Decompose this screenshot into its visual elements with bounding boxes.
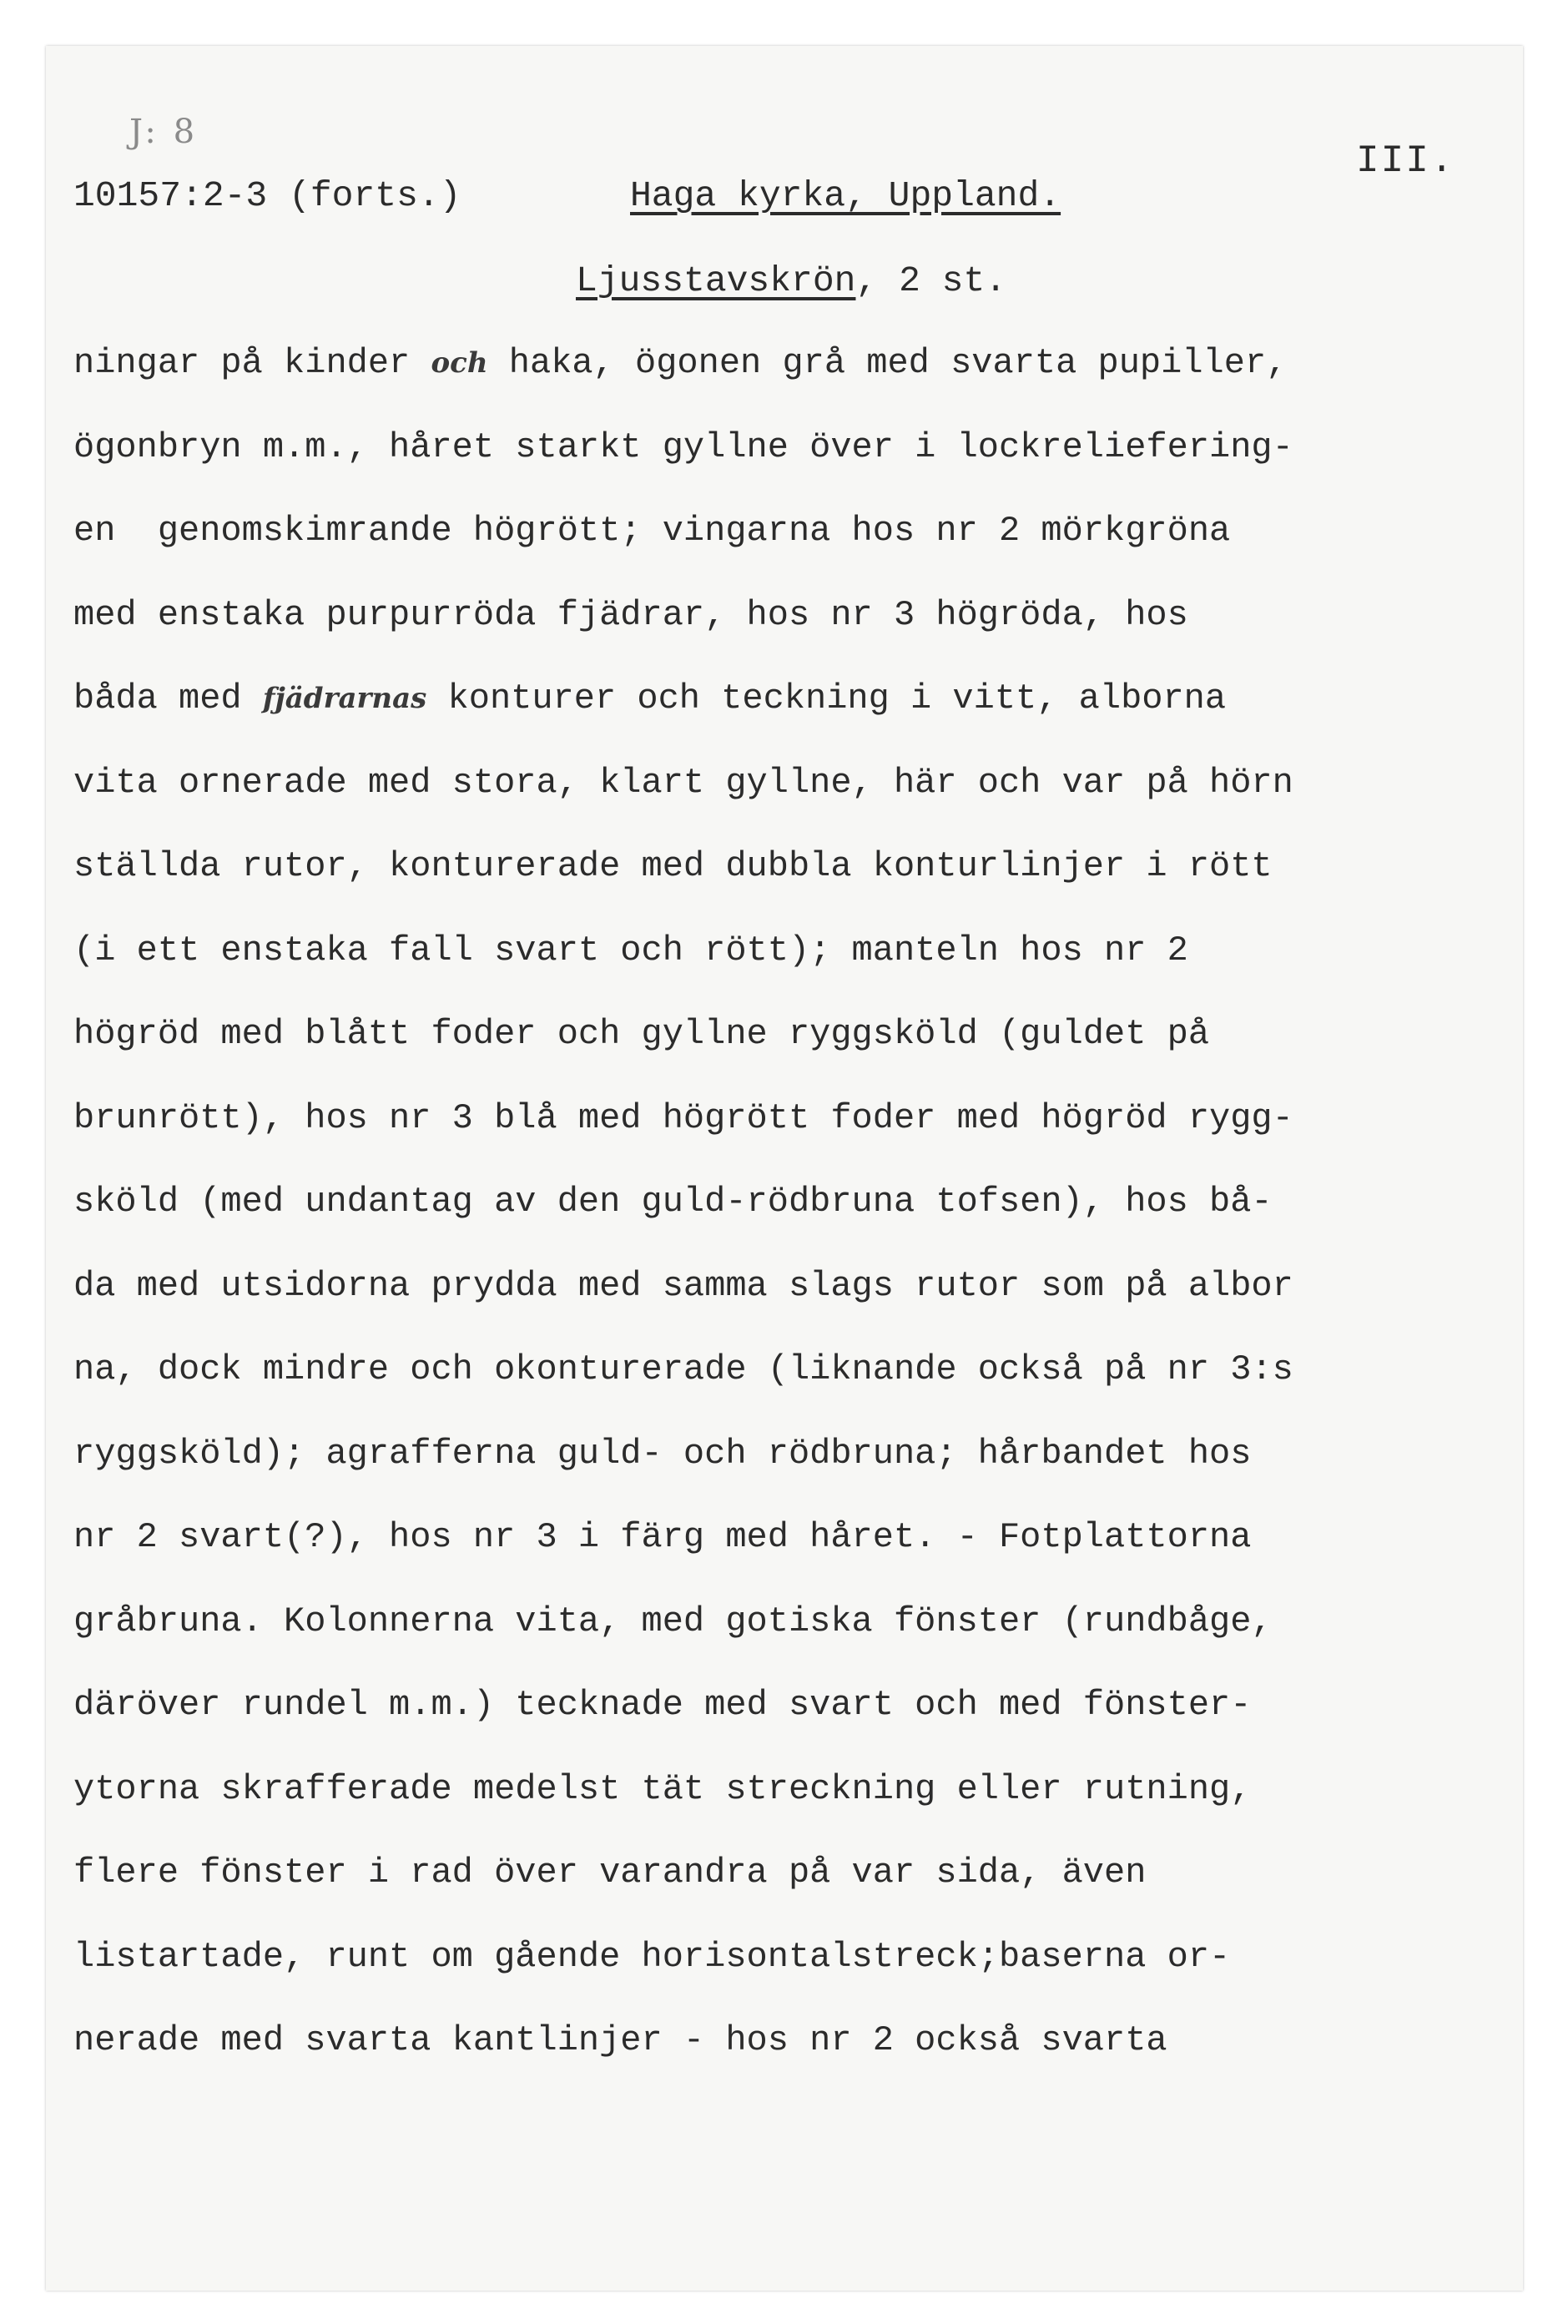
line-text: da med utsidorna prydda med samma slags rutor som på albor xyxy=(73,1265,1293,1306)
line-text: haka, ögonen grå med svarta pupiller, xyxy=(487,343,1288,383)
line-text: högröd med blått foder och gyllne ryggsköld (guldet på xyxy=(73,1014,1210,1054)
line-text: vita ornerade med stora, klart gyllne, här och var på hörn xyxy=(73,762,1293,803)
line-text: (i ett enstaka fall svart och rött); manteln hos nr 2 xyxy=(73,930,1188,970)
line-text: ytorna skrafferade medelst tät streckning eller rutning, xyxy=(73,1768,1252,1809)
text-line xyxy=(73,2015,1525,2100)
line-text: ögonbryn m.m., håret starkt gyllne över i lockreliefering- xyxy=(73,426,1293,467)
pencil-annotation: J: 8 xyxy=(129,113,199,151)
page-number: III. xyxy=(1356,139,1455,183)
text-line xyxy=(73,1261,1525,1345)
text-line xyxy=(73,1932,1525,2016)
line-text: flere fönster i rad över varandra på var sida, även xyxy=(73,1853,1147,1893)
line-text: däröver rundel m.m.) tecknade med svart och med fönster- xyxy=(73,1685,1252,1725)
catalog-reference: 10157:2-3 (forts.) xyxy=(73,175,461,216)
text-line xyxy=(73,422,1525,507)
line-text: ryggsköld); agrafferna guld- och rödbruna; hårbandet hos xyxy=(73,1433,1252,1474)
line-text: ställda rutor, konturerade med dubbla konturlinjer i rött xyxy=(73,846,1273,886)
handwritten-insertion: fjädrarnas xyxy=(262,682,427,715)
line-text: en genomskimrande högrött; vingarna hos nr 2 mörkgröna xyxy=(73,511,1231,551)
text-line xyxy=(73,1596,1525,1681)
line-text: ningar på kinder xyxy=(73,343,431,383)
line-text: konturer och teckning i vitt, alborna xyxy=(426,678,1227,718)
text-line xyxy=(73,590,1525,674)
text-line xyxy=(73,1680,1525,1764)
text-line xyxy=(73,841,1525,925)
line-text: gråbruna. Kolonnerna vita, med gotiska fönster (rundbåge, xyxy=(73,1601,1273,1641)
text-line xyxy=(73,1177,1525,1261)
text-line xyxy=(73,1093,1525,1177)
text-line xyxy=(73,1512,1525,1596)
body-text xyxy=(73,338,1525,2100)
handwritten-insertion: och xyxy=(431,346,488,380)
line-text: nerade med svarta kantlinjer - hos nr 2 också svarta xyxy=(73,2020,1167,2060)
document-title: Haga kyrka, Uppland. xyxy=(630,175,1061,216)
line-text: na, dock mindre och okonturerade (liknande också på nr 3:s xyxy=(73,1349,1293,1389)
text-line xyxy=(73,925,1525,1010)
text-line xyxy=(73,338,1525,422)
line-text: båda med xyxy=(73,678,263,718)
line-text: sköld (med undantag av den guld-rödbruna tofsen), hos bå- xyxy=(73,1182,1273,1222)
text-line xyxy=(73,673,1525,758)
line-text: med enstaka purpurröda fjädrar, hos nr 3 högröda, hos xyxy=(73,594,1188,635)
line-text: brunrött), hos nr 3 blå med högrött foder med högröd rygg- xyxy=(73,1097,1293,1138)
text-line xyxy=(73,758,1525,842)
text-line xyxy=(73,1009,1525,1093)
text-line xyxy=(73,1429,1525,1513)
line-text: nr 2 svart(?), hos nr 3 i färg med håret. - Fotplattorna xyxy=(73,1517,1252,1557)
subtitle-rest: , 2 st. xyxy=(855,260,1007,301)
text-line xyxy=(73,1764,1525,1848)
text-line xyxy=(73,1848,1525,1932)
line-text: listartade, runt om gående horisontalstreck;baserna or- xyxy=(73,1936,1231,1977)
text-line xyxy=(73,1344,1525,1429)
text-line xyxy=(73,506,1525,590)
subtitle-main: Ljusstavskrön xyxy=(576,260,856,301)
document-subtitle xyxy=(576,260,1006,301)
